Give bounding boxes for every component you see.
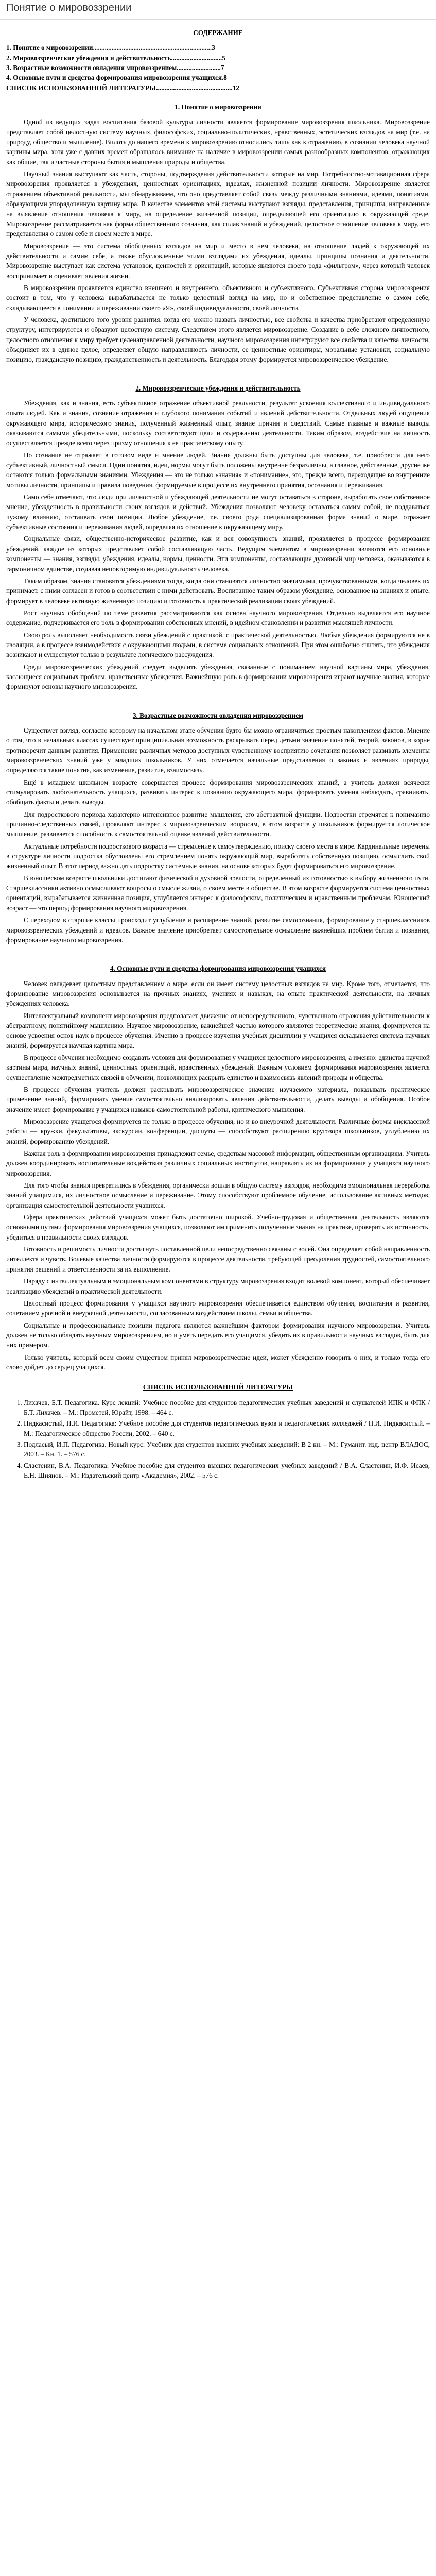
toc-item-label: 1. Понятие о мировоззрении [6,44,93,52]
paragraph: Одной из ведущих задач воспитания базовой культуры личности является формирование мировоззрения школьника. Мировоззрение представляет собой целостную систему научных, философских, социально-политических, нравственных, эстетических взглядов на мир (т.е. на природу, общество и мышление). Вплоть до нашего времени к мировоззрению относились лишь как к отражению, в сознании человека научной картины мира, хотя уже с давних времен обращалось внимание на наличие в мировоззрении самых разнообразных компонентов, отражающих как общие, так и частные стороны бытия и мышления природы и общества. [6,118,430,166]
paragraph: Сфера практических действий учащихся может быть достаточно широкой. Учебно-трудовая и общественная деятельность являются основными путями формирования мировоззрения учащихся, позволяют им применить полученные знания на практике, проверить их истинность, убедиться в правильности своих взглядов. [6,1213,430,1241]
paragraph: Убеждения, как и знания, есть субъективное отражение объективной реальности, результат усвоения коллективного и индивидуального опыта людей. Как и знания, сознание отражения и глубокого понимания событий и явлений действительности. Отдельных людей ощущения окружающего мира, исторического знания, полученный жизненный опыт, знание причин и следствий. Самые главные и важные выводы оказываются самыми убедительными, поскольку соответствуют цели и содержанию деятельности. Таким образом, воздействие на личность осуществляется прежде всего через призму отношения к ее практическому опыту. [6,399,430,447]
toc-item[interactable] [6,53,430,63]
toc-item-dots: . [222,74,224,82]
toc-title: СОДЕРЖАНИЕ [193,29,243,37]
section-title: 3. Возрастные возможности овладения мировоззрением [132,711,304,719]
toc-item-dots: .............................. [171,54,222,62]
section [6,367,430,692]
bibliography-item: 4. Сластенин, В.А. Педагогика: Учебное пособие для студентов высших педагогических учебных заведений / В.А. Сластенин, И.Ф. Исаев, Е.Н. Шиянов. – М.: Издательский центр «Академия», 2002. – 576 с. [24,1461,430,1481]
section [6,694,430,945]
toc-item-dots: ............................................. [156,83,233,92]
paragraph: Научный знания выступают как часть, стороны, подтверждения действительности которые на мир. Потребностно-мотивационная сфера мировоззрения проявляется в убеждениях, ценностных ориентациях, идеалах, жизненной позиции личности. Мировоззрение является отражением объективной реальности, мы обнаруживаем, что оно представляет собой связь между различными знаниями, идеями, понятиями, образующими упорядоченную картину мира. В качестве элементов этой системы выступают взгляды, представления, принципы, направленные на выявление отношения человека к миру, на определение жизненной позиции, определяющей его ориентацию в окружающей среде. Мировоззрение рассматривается как форма общественного сознания, как сплав знаний и убеждений, целостное отношение человека к миру, его представления о самом себе и своем месте в мире. [6,170,430,238]
toc-item[interactable] [6,63,430,73]
section [6,947,430,1372]
paragraph: Таким образом, знания становятся убеждениями тогда, когда они становятся личностно значимыми, прочувствованными, когда человек их принимает, с ними согласен и готов в соответствии с ними действовать. Воспитанное таким образом убеждение, основанное на знаниях и опыте, формирует в человеке активную жизненную позицию и готовность к практической реализации своих убеждений. [6,577,430,605]
paragraph: Рост научных обобщений по теме развития рассматриваются как основа научного мировоззрения. Отдельно выделяется его научное содержание, подчеркивается его роль в формировании собственных мнений, в идейном становлении и развитии мыслящей личности. [6,608,430,627]
section-title: 4. Основные пути и средства формирования мировоззрения учащихся [110,964,326,973]
toc-item-page: 8 [223,74,227,82]
paragraph: Само себе отмечают, что люди при личностной и убеждающей деятельности не могут оставаться в стороне, выработать свое собственное мнение, убежденность в правильности своих взглядов и действий. Убеждения позволяют человеку оставаться самим собой, не поддаваться чужому влиянию, отстаивать свои позиции. Любое убеждение, т.е. своего рода специализированная форма знаний о мире, отражает субъективные состояния и переживания людей, определяя их отношение к окружающему миру. [6,493,430,531]
toc-item[interactable] [6,43,430,53]
paragraph: Социальные связи, общественно-историческое развитие, как и вся совокупность знаний, проявляется в процессе формирования убеждений, каждое из которых представляет собой составляющую часть. Ведущим элементом в мировоззрении являются его основные компоненты — знания, взгляды, убеждения, идеалы, нормы, ценности. Эти компоненты, составляющие духовный мир человека, оказываются в гармоничном единстве, создавая неповторимую индивидуальность человека. [6,535,430,573]
page-title: Понятие о мировоззрении [0,0,436,20]
toc-item-label: СПИСОК ИСПОЛЬЗОВАННОЙ ЛИТЕРАТУРЫ [6,83,156,92]
sections-container [6,102,430,1372]
table-of-contents [6,43,430,93]
paragraph: В процессе обучения необходимо создавать условия для формирования у учащихся целостного мировоззрения, а именно: единства научной картины мира, научных знаний, ценностных ориентаций, нравственных убеждений. Важным условием формирования мировоззрения является осуществление межпредметных связей в обучении, позволяющих раскрыть единство и взаимосвязь явлений природы и общества. [6,1053,430,1081]
paragraph: В мировоззрении проявляется единство внешнего и внутреннего, объективного и субъективного. Субъективная сторона мировоззрения состоит в том, что у человека вырабатывается не только целостный взгляд на мир, но и собственное представление о самом себе, складывающееся в понимании и переживании своего «Я», своей индивидуальности, своей личности. [6,283,430,312]
paragraph: Актуальные потребности подросткового возраста — стремление к самоутверждению, поиску своего места в мире. Кардинальные перемены в структуре личности подростка обусловлены его стремлением понять окружающий мир, выработать собственную позицию, осмыслить свой жизненный опыт. В этот период важно дать подростку системные знания, на основе которых будет формироваться его мировоззрение. [6,842,430,870]
section-title: 2. Мировоззренческие убеждения и действительность [135,384,301,392]
paragraph: Готовность и решимость личности достигнуть поставленной цели непосредственно связаны с волей. Она определяет собой направленность интеллекта и чувств. Волевые качества личности формируются в процессе деятельности, требующей преодоления трудностей, самостоятельного принятия решений и ответственности за их выполнение. [6,1245,430,1273]
toc-item[interactable] [6,73,430,82]
paragraph: В юношеском возрасте школьники достигают физической и духовной зрелости, определенный их готовностью к выбору жизненного пути. Старшеклассники активно осмысливают вопросы о смысле жизни, о своем месте в обществе. В этом возрасте формируется система ценностных ориентаций, вырабатывается жизненная позиция, углубляется интерес к философским, политическим и нравственным проблемам. Юношеский возраст — это период формирования научного мировоззрения. [6,874,430,912]
toc-item-page: 7 [220,64,224,72]
paragraph: Важная роль в формировании мировоззрения принадлежит семье, средствам массовой информации, общественным организациям. Учитель должен координировать воспитательные воздействия различных социальных институтов, направлять их на формирование у учащихся научного мировоззрения. [6,1149,430,1177]
paragraph: Человек овладевает целостным представлением о мире, если он имеет систему целостных взглядов на мир. Кроме того, отмечается, что формирование мировоззрения основывается на прочных знаниях, умениях и навыках, на опыте практической деятельности, на личных убеждениях человека. [6,979,430,1008]
toc-item[interactable] [6,83,430,93]
paragraph: Социальные и профессиональные позиции педагога являются важнейшим фактором формирования научного мировоззрения. Учитель должен не только обладать научным мировоззрением, но и уметь передать его учащимся, убедить их в правильности научных взглядов, быть для них примером. [6,1321,430,1349]
paragraph: Мировоззрение — это система обобщенных взглядов на мир и место в нем человека, на отношение людей к окружающей их действительности и самим себе, а также обусловленные этими взглядами их убеждения, идеалы, принципы познания и деятельности. Мировоззрение выступает как система установок, ценностей и ориентаций, которые являются своего рода «фильтром», через который человек воспринимает и оценивает явления жизни. [6,242,430,280]
paragraph: С переходом в старшие классы происходит углубление и расширение знаний, развитие самосознания, формирование у старшеклассников мировоззренческих убеждений и идеалов. Важное значение приобретает самостоятельное осмысление важнейших проблем бытия и познания, формирование научного мировоззрения. [6,916,430,944]
paragraph: Но сознание не отражает в готовом виде и мнение людей. Знания должны быть доступны для человека, т.е. приобрести для него субъективный, личностный смысл. Одни понятия, идеи, нормы могут быть положены внутренне безразличны, а главное, действенные, другие же остаются только формальными знаниями. Убеждения — это не только «знания» и «понимание», это, прежде всего, переходящие во внутренние мотивы личности, принципы и правила поведения, формируемые в процессе их внутреннего принятия, осознания и переживания. [6,451,430,489]
paragraph: Для подросткового периода характерно интенсивное развитие мышления, его абстрактной функции. Подростки стремятся к пониманию причинно-следственных связей, проявляют интерес к мировоззренческим вопросам, в этом возрасте у школьников формируется логическое мышление, развивается способность к самостоятельной оценке явлений действительности. [6,810,430,838]
bibliography-list [6,1398,430,1481]
bibliography-item: 3. Подласый, И.П. Педагогика. Новый курс: Учебник для студентов высших учебных заведений: В 2 кн. – М.: Гуманит. изд. центр ВЛАДОС, 2003. – Кн. 1. – 576 с. [24,1439,430,1460]
paragraph: В процессе обучения учитель должен раскрывать мировоззренческое значение изучаемого материала, показывать практическое применение знаний, формировать умение самостоятельно анализировать явления действительности, делать выводы и обобщения. Особое значение имеет формирование у учащихся навыков самостоятельной работы, критического мышления. [6,1085,430,1113]
paragraph: Для того чтобы знания превратились в убеждения, органически вошли в общую систему взглядов, необходима эмоциональная переработка знаний учащимися, их личностное осмысление и переживание. Этому способствуют проблемное обучение, использование активных методов, организация самостоятельной деятельности учащихся. [6,1181,430,1209]
paragraph: У человека, достигшего того уровня развития, когда его можно назвать личностью, все свойства и качества приобретают определенную структуру, интегрируются и образуют целостную систему. Следствием этого является мировоззрение. Создание в себе сложного личностного, целостного отношения к миру требует целенаправленной деятельности, научного мировоззрения интегрируют все свойства и качества личности, объединяет их в единое целое, определяет общую направленность личности, ее ценностные ориентиры, моральные установки, социальную позицию, гражданскую позицию, гражданственность и деятельность. Благодаря этому формируется мировоззренческое убеждение. [6,315,430,364]
toc-item-page: 12 [232,83,239,92]
paragraph: Существует взгляд, согласно которому на начальном этапе обучения будто бы можно ограничиться простым накоплением фактов. Мнение о том, что в начальных классах существует принципиальная возможность раскрывать перед детьми значение понятий, теорий, законов, в корне противоречит данным развития. Применение различных методов доступных чувственному восприятию сочетания позволяет развивать элементы мировоззренческих знаний уже у младших школьников. У них отмечается начальные представления о законах и явлениях природы, определяются такие понятия, как изменение, развитие, взаимосвязь. [6,726,430,774]
toc-item-page: 5 [222,54,225,62]
paragraph: Наряду с интеллектуальным и эмоциональным компонентами в структуру мировоззрения входит волевой компонент, который обеспечивает реализацию убеждений в практической деятельности. [6,1277,430,1295]
toc-item-label: 3. Возрастные возможности овладения мировоззрением [6,64,177,72]
paragraph: Целостный процесс формирования у учащихся научного мировоззрения обеспечивается единством обучения, воспитания и развития, сочетанием урочной и внеурочной деятельности, согласованным воздействием школы, семьи и общества. [6,1299,430,1317]
bibliography-title: СПИСОК ИСПОЛЬЗОВАННОЙ ЛИТЕРАТУРЫ [143,1383,293,1392]
toc-item-dots: .......................... [177,64,221,72]
toc-item-dots: ...................................................................... [93,44,212,52]
bibliography-item: 1. Лихачев, Б.Т. Педагогика. Курс лекций: Учебное пособие для студентов педагогических учебных заведений и слушателей ИПК и ФПК / Б.Т. Лихачев. – М.: Прометей, Юрайт, 1998. – 464 с. [24,1398,430,1418]
paragraph: Свою роль выполняет необходимость связи убеждений с практикой, с практической деятельностью. Любые убеждения формируются не в изоляции, а в процессе взаимодействия с окружающими людьми, в системе социальных отношений. При этом ошибочно считать, что убеждения возникают и существуют только в результате логического рассуждения. [6,631,430,659]
paragraph: Интеллектуальный компонент мировоззрения предполагает движение от непосредственного, чувственного отражения действительности к абстрактному, понятийному мышлению. Научное мировоззрение, важнейшей частью которого являются теоретические знания, формируется на основе усвоения основ наук в процессе обучения. Именно в процессе изучения учебных дисциплин у учащихся складывается система научных знаний, формируется научная картина мира. [6,1011,430,1049]
paragraph: Только учитель, который всем своим существом принял мировоззренческие идеи, может убежденно говорить о них, и только тогда его слово дойдет до сердец учащихся. [6,1353,430,1371]
section [6,102,430,365]
section-title: 1. Понятие о мировоззрении [175,103,261,111]
paragraph: Мировоззрение учащегося формируется не только в процессе обучения, но и во внеурочной деятельности. Различные формы внеклассной работы — кружки, факультативы, экскурсии, конференции, диспуты — способствуют расширению кругозора школьников, углублению их знаний, формированию убеждений. [6,1117,430,1145]
document-body [0,28,436,1480]
toc-item-label: 2. Мировоззренческие убеждения и действительность [6,54,171,62]
paragraph: Ещё в младшем школьном возрасте совершается процесс формирования мировоззренческих знаний, а учитель должен всячески стимулировать любознательность учащихся, развивать интерес к познанию окружающего мира, формировать умения наблюдать, сравнивать, обобщать факты и делать выводы. [6,778,430,806]
bibliography-item: 2. Пидкасистый, П.И. Педагогика: Учебное пособие для студентов педагогических вузов и педагогических колледжей / П.И. Пидкасистый. – М.: Педагогическое общество России, 2002. – 640 с. [24,1418,430,1438]
toc-item-label: 4. Основные пути и средства формирования мировоззрения учащихся [6,74,222,82]
toc-item-page: 3 [212,44,215,52]
paragraph: Среди мировоззренческих убеждений следует выделить убеждения, связанные с пониманием научной картины мира, убеждения, касающиеся социальных проблем, нравственные убеждения. Важнейшую роль в формировании мировоззрения играют научные знания, которые формируют основы научного мировоззрения. [6,663,430,691]
